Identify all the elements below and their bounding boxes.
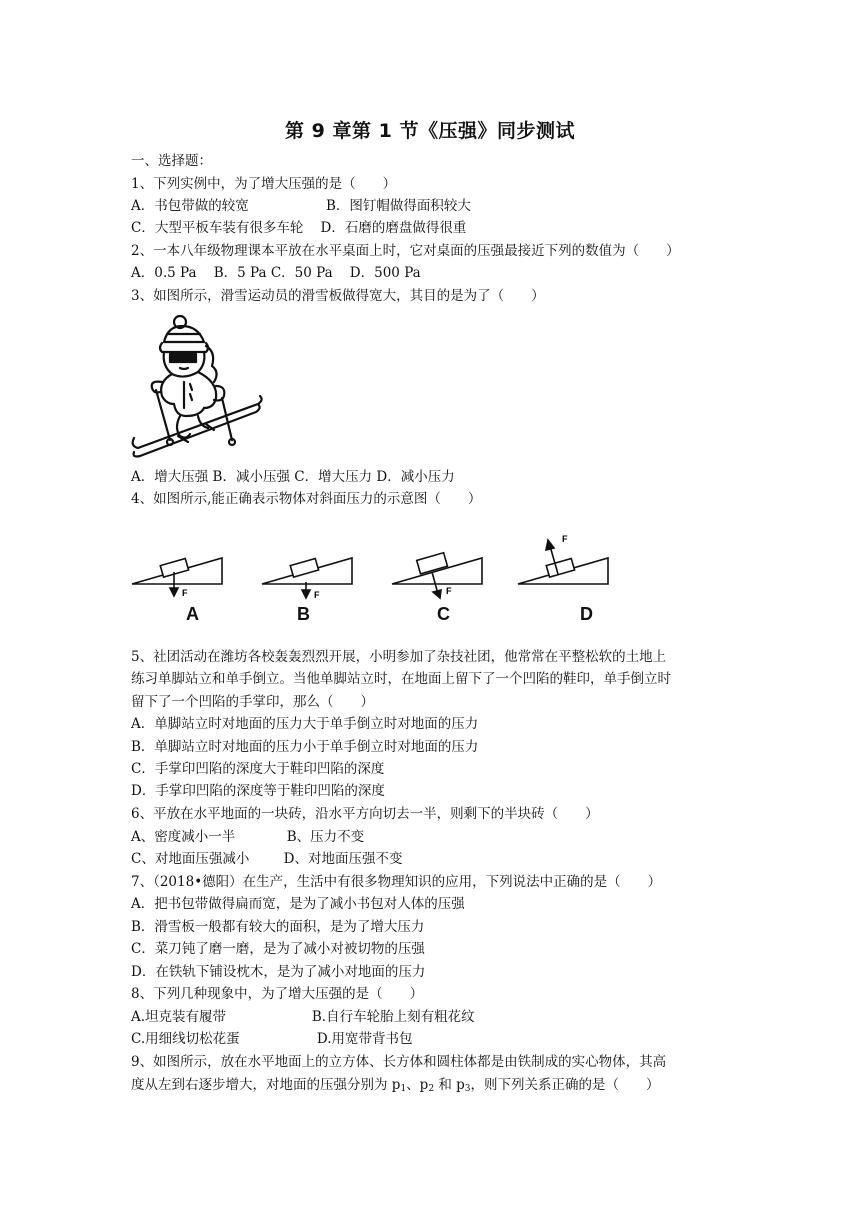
section-heading: 一、选择题： <box>131 153 212 169</box>
question-8-stem: 8、下列几种现象中，为了增大压强的是（ ） <box>131 986 424 1002</box>
question-6-options-cd: C、对地面压强减小 D、对地面压强不变 <box>131 851 403 867</box>
question-3-options: A．增大压强 B．减小压强 C．增大压力 D．减小压力 <box>131 469 455 485</box>
force-label-b: F <box>314 590 320 600</box>
question-5-option-d: D．手掌印凹陷的深度等于鞋印凹陷的深度 <box>131 783 385 799</box>
question-6-stem: 6、平放在水平地面的一块砖，沿水平方向切去一半，则剩下的半块砖（ ） <box>131 806 599 822</box>
force-label-a: F <box>182 588 188 598</box>
incline-diagram-b <box>258 546 358 602</box>
question-7-option-b: B．滑雪板一般都有较大的面积，是为了增大压力 <box>131 919 425 935</box>
question-8-options-cd: C.用细线切松花蛋 D.用宽带背书包 <box>131 1031 413 1047</box>
question-7-option-a: A．把书包带做得扁而宽，是为了减小书包对人体的压强 <box>131 896 465 912</box>
question-5-line-3: 留下了一个凹陷的手掌印，那么（ ） <box>131 694 374 710</box>
question-6-options-ab: A、密度减小一半 B、压力不变 <box>131 829 365 845</box>
question-2-stem: 2、一本八年级物理课本平放在水平桌面上时，它对桌面的压强最接近下列的数值为（ ） <box>131 243 680 259</box>
force-label-c: F <box>446 586 452 596</box>
question-7-stem: 7、（2018•德阳）在生产，生活中有很多物理知识的应用，下列说法中正确的是（ ） <box>131 874 662 890</box>
incline-diagram-c <box>388 546 488 602</box>
question-5-option-a: A．单脚站立时对地面的压力大于单手倒立时对地面的压力 <box>131 716 479 732</box>
diagram-label-b: B <box>297 604 310 624</box>
question-5-option-b: B．单脚站立时对地面的压力小于单手倒立时对地面的压力 <box>131 739 479 755</box>
incline-diagram-a <box>128 546 228 602</box>
question-1-stem: 1、下列实例中，为了增大压强的是（ ） <box>131 176 397 192</box>
question-7-option-d: D．在铁轨下铺设枕木，是为了减小对地面的压力 <box>131 964 426 980</box>
question-5-option-c: C．手掌印凹陷的深度大于鞋印凹陷的深度 <box>131 761 385 777</box>
page-title: 第 9 章第 1 节《压强》同步测试 <box>285 120 575 142</box>
force-label-d: F <box>562 534 568 544</box>
question-7-option-c: C．菜刀钝了磨一磨，是为了减小对被切物的压强 <box>131 941 425 957</box>
question-3-stem: 3、如图所示，滑雪运动员的滑雪板做得宽大，其目的是为了（ ） <box>131 288 545 304</box>
question-1-options-ab: A．书包带做的较宽 B．图钉帽做得面积较大 <box>131 198 471 214</box>
question-4-stem: 4、如图所示,能正确表示物体对斜面压力的示意图（ ） <box>131 491 482 507</box>
question-8-options-ab: A.坦克装有履带 B.自行车轮胎上刻有粗花纹 <box>131 1009 475 1025</box>
diagram-label-c: C <box>437 604 450 624</box>
question-9-line-2: 度从左到右逐步增大，对地面的压强分别为 $p_1$、$p_2$ 和 $p_3$，则下列关系正确的是（ ） <box>131 1077 660 1094</box>
incline-diagram-d <box>514 530 614 602</box>
question-5-line-1: 5、社团活动在潍坊各校轰轰烈烈开展，小明参加了杂技社团，他常常在平整松软的土地上 <box>131 649 667 665</box>
question-2-options: A．0.5 Pa B．5 Pa C．50 Pa D．500 Pa <box>131 265 421 281</box>
diagram-label-d: D <box>580 604 593 624</box>
question-1-options-cd: C．大型平板车装有很多车轮 D．石磨的磨盘做得很重 <box>131 220 467 236</box>
question-5-line-2: 练习单脚站立和单手倒立。当他单脚站立时，在地面上留下了一个凹陷的鞋印，单手倒立时 <box>131 671 671 687</box>
diagram-label-a: A <box>186 604 199 624</box>
question-9-line-1: 9、如图所示，放在水平地面上的立方体、长方体和圆柱体都是由铁制成的实心物体，其高 <box>131 1054 667 1070</box>
skier-figure <box>128 312 264 460</box>
